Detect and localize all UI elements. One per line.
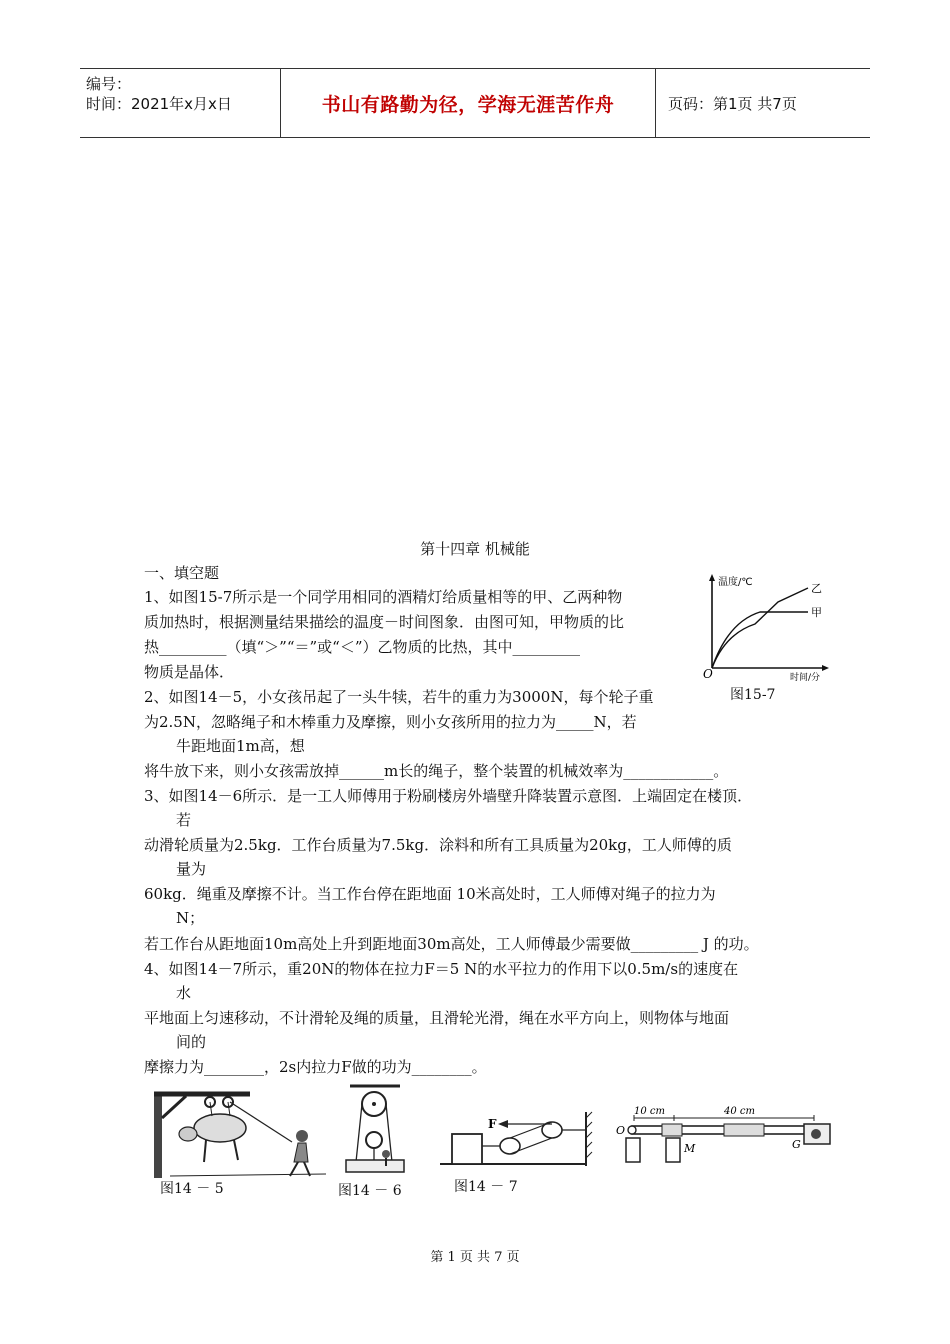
time-label: 时间：2021年x月x日 — [86, 95, 232, 113]
number-label: 编号： — [86, 75, 132, 93]
q3-line-4: 量为 — [176, 860, 207, 878]
q1-line-4: 物质是晶体． — [144, 663, 235, 681]
series-line-jia — [712, 612, 808, 668]
motto: 书山有路勤为径，学海无涯苦作舟 — [321, 93, 615, 116]
q3-line-7: 若工作台从距地面10m高处上升到距地面30m高处，工人师傅最少需要做_________ J 的功。 — [144, 935, 759, 953]
graph-series-b-label: 甲 — [811, 606, 822, 619]
q2-line-1: 2、如图14－5，小女孩吊起了一头牛犊，若牛的重力为3000N，每个轮子重 — [144, 688, 654, 706]
header-left-cell — [80, 69, 281, 137]
page-label: 页码：第1页 共7页 — [668, 94, 797, 113]
q3-line-2: 若 — [176, 811, 192, 829]
q2-line-3: 牛距地面1m高，想 — [176, 737, 305, 755]
graph-series-a-label: 乙 — [811, 582, 822, 595]
figure-14-7-illustration — [436, 1108, 596, 1170]
figure-14-5-illustration — [150, 1088, 330, 1180]
graph-caption: 图15-7 — [730, 687, 776, 703]
lever-point-m: M — [684, 1142, 696, 1155]
lever-length-1: 10 cm — [634, 1106, 665, 1117]
q4-line-5: 摩擦力为________，2s内拉力F做的功为________。 — [144, 1058, 487, 1076]
graph-origin: O — [703, 667, 713, 681]
chapter-title: 第十四章 机械能 — [420, 540, 530, 558]
document-header — [80, 68, 870, 138]
q1-line-1: 1、如图15-7所示是一个同学用相同的酒精灯给质量相等的甲、乙两种物 — [144, 588, 623, 606]
section-title: 一、填空题 — [144, 564, 220, 582]
series-line-yi — [712, 588, 808, 668]
lever-length-2: 40 cm — [724, 1106, 755, 1117]
q3-line-6: N； — [176, 909, 205, 927]
graph-x-label: 时间/分 — [790, 673, 821, 682]
q4-line-4: 间的 — [176, 1033, 207, 1051]
temperature-time-graph — [700, 572, 830, 682]
header-page-cell — [656, 69, 870, 137]
figure-14-6-caption: 图14 － 6 — [338, 1183, 402, 1199]
q2-line-2: 为2.5N，忽略绳子和木棒重力及摩擦，则小女孩所用的拉力为_____N，若 — [144, 713, 637, 731]
q3-line-3: 动滑轮质量为2.5kg．工作台质量为7.5kg．涂料和所有工具质量为20kg，工人师傅的质 — [144, 836, 732, 854]
q2-line-4: 将牛放下来，则小女孩需放掉______m长的绳子，整个装置的机械效率为____________。 — [144, 762, 729, 780]
q4-line-3: 平地面上匀速移动，不计滑轮及绳的质量，且滑轮光滑，绳在水平方向上，则物体与地面 — [144, 1009, 730, 1027]
lever-apparatus-illustration — [614, 1100, 836, 1166]
figure-14-7-caption: 图14 － 7 — [454, 1179, 518, 1195]
figure-14-5-caption: 图14 － 5 — [160, 1181, 224, 1197]
q3-line-5: 60kg．绳重及摩擦不计。当工作台停在距地面 10米高处时，工人师傅对绳子的拉力为 — [144, 885, 716, 903]
q1-line-3: 热_________（填“＞”“＝”或“＜”）乙物质的比热，其中_________ — [144, 638, 581, 656]
lever-point-g: G — [792, 1138, 801, 1151]
header-motto-cell — [281, 69, 656, 137]
lever-point-o: O — [616, 1124, 626, 1137]
figure-14-7-force-label: F — [488, 1117, 497, 1131]
graph-y-label: 温度/℃ — [718, 577, 753, 588]
figure-14-6-illustration — [340, 1082, 410, 1180]
page-footer: 第 1 页 共 7 页 — [430, 1250, 520, 1265]
q3-line-1: 3、如图14－6所示．是一工人师傅用于粉刷楼房外墙壁升降装置示意图．上端固定在楼顶． — [144, 787, 753, 805]
q4-line-2: 水 — [176, 984, 192, 1002]
q1-line-2: 质加热时，根据测量结果描绘的温度－时间图象．由图可知，甲物质的比 — [144, 613, 625, 631]
q4-line-1: 4、如图14－7所示，重20N的物体在拉力F＝5 N的水平拉力的作用下以0.5m/s的速度在 — [144, 960, 739, 978]
